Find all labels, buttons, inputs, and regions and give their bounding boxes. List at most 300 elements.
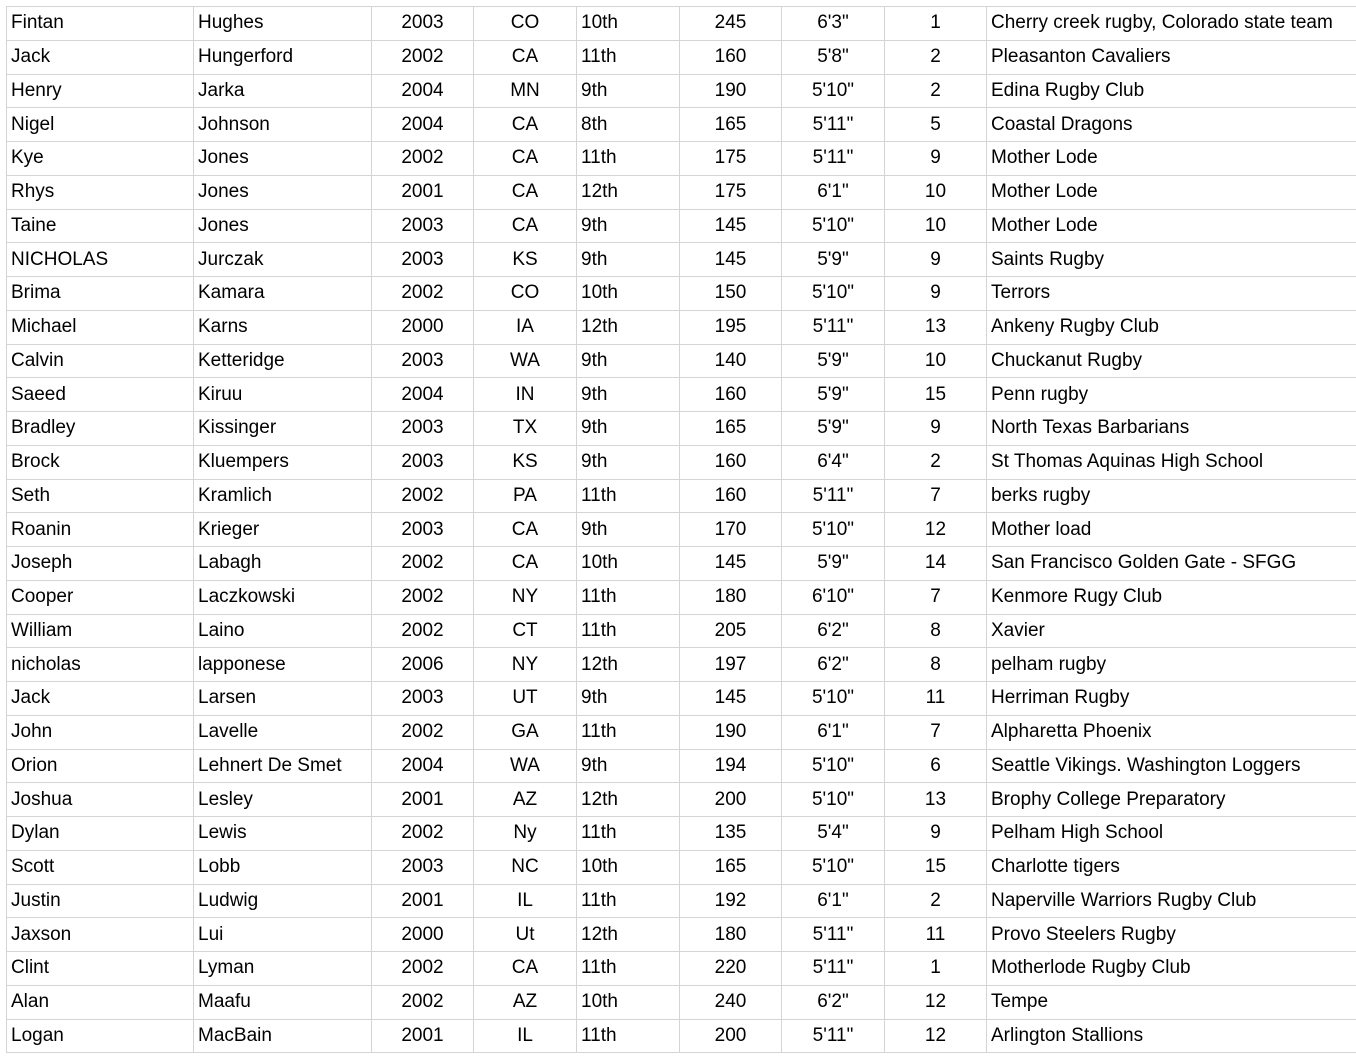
grade-cell[interactable]: 9th	[577, 445, 680, 479]
weight-cell[interactable]: 145	[680, 547, 782, 581]
last-name-cell[interactable]: Lesley	[194, 783, 372, 817]
first-name-cell[interactable]: Kye	[7, 142, 194, 176]
weight-cell[interactable]: 145	[680, 682, 782, 716]
club-cell[interactable]: Charlotte tigers	[987, 850, 1356, 884]
grade-cell[interactable]: 9th	[577, 74, 680, 108]
first-name-cell[interactable]: Fintan	[7, 7, 194, 41]
club-cell[interactable]: Xavier	[987, 614, 1356, 648]
last-name-cell[interactable]: Kiruu	[194, 378, 372, 412]
birth-year-cell[interactable]: 2004	[372, 378, 474, 412]
grade-cell[interactable]: 9th	[577, 344, 680, 378]
table-row	[7, 682, 1356, 716]
grade-cell[interactable]: 8th	[577, 108, 680, 142]
height-cell[interactable]: 5'11"	[782, 142, 885, 176]
weight-cell[interactable]: 180	[680, 580, 782, 614]
state-cell[interactable]: CO	[474, 7, 577, 41]
last-name-cell[interactable]: Jurczak	[194, 243, 372, 277]
table-row	[7, 952, 1356, 986]
first-name-cell[interactable]: Joshua	[7, 783, 194, 817]
weight-cell[interactable]: 240	[680, 985, 782, 1019]
weight-cell[interactable]: 135	[680, 817, 782, 851]
birth-year-cell[interactable]: 2002	[372, 580, 474, 614]
state-cell[interactable]: KS	[474, 243, 577, 277]
state-cell[interactable]: IL	[474, 884, 577, 918]
club-cell[interactable]: Herriman Rugby	[987, 682, 1356, 716]
club-cell[interactable]: North Texas Barbarians	[987, 412, 1356, 446]
table-row	[7, 74, 1356, 108]
height-cell[interactable]: 5'11"	[782, 310, 885, 344]
birth-year-cell[interactable]: 2004	[372, 108, 474, 142]
height-cell[interactable]: 5'11"	[782, 479, 885, 513]
weight-cell[interactable]: 197	[680, 648, 782, 682]
weight-cell[interactable]: 140	[680, 344, 782, 378]
state-cell[interactable]: CA	[474, 513, 577, 547]
state-cell[interactable]: IA	[474, 310, 577, 344]
state-cell[interactable]: MN	[474, 74, 577, 108]
state-cell[interactable]: CA	[474, 209, 577, 243]
club-cell[interactable]: Ankeny Rugby Club	[987, 310, 1356, 344]
first-name-cell[interactable]: Calvin	[7, 344, 194, 378]
table-row	[7, 142, 1356, 176]
birth-year-cell[interactable]: 2002	[372, 614, 474, 648]
height-cell[interactable]: 5'11"	[782, 952, 885, 986]
first-name-cell[interactable]: Rhys	[7, 175, 194, 209]
last-name-cell[interactable]: Hungerford	[194, 40, 372, 74]
height-cell[interactable]: 5'10"	[782, 277, 885, 311]
table-row	[7, 614, 1356, 648]
first-name-cell[interactable]: Michael	[7, 310, 194, 344]
club-cell[interactable]: Tempe	[987, 985, 1356, 1019]
grade-cell[interactable]: 9th	[577, 378, 680, 412]
first-name-cell[interactable]: Justin	[7, 884, 194, 918]
position-number-cell[interactable]: 2	[885, 884, 987, 918]
first-name-cell[interactable]: Clint	[7, 952, 194, 986]
birth-year-cell[interactable]: 2002	[372, 817, 474, 851]
height-cell[interactable]: 6'10"	[782, 580, 885, 614]
height-cell[interactable]: 5'11"	[782, 918, 885, 952]
table-row	[7, 445, 1356, 479]
position-number-cell[interactable]: 12	[885, 513, 987, 547]
state-cell[interactable]: GA	[474, 715, 577, 749]
last-name-cell[interactable]: Jones	[194, 142, 372, 176]
last-name-cell[interactable]: Kissinger	[194, 412, 372, 446]
club-cell[interactable]: Cherry creek rugby, Colorado state team	[987, 7, 1356, 41]
table-row	[7, 108, 1356, 142]
birth-year-cell[interactable]: 2003	[372, 445, 474, 479]
club-cell[interactable]: Seattle Vikings. Washington Loggers	[987, 749, 1356, 783]
last-name-cell[interactable]: Krieger	[194, 513, 372, 547]
position-number-cell[interactable]: 7	[885, 479, 987, 513]
birth-year-cell[interactable]: 2002	[372, 40, 474, 74]
grade-cell[interactable]: 11th	[577, 952, 680, 986]
position-number-cell[interactable]: 10	[885, 209, 987, 243]
state-cell[interactable]: UT	[474, 682, 577, 716]
weight-cell[interactable]: 175	[680, 142, 782, 176]
last-name-cell[interactable]: Lobb	[194, 850, 372, 884]
birth-year-cell[interactable]: 2002	[372, 952, 474, 986]
club-cell[interactable]: Provo Steelers Rugby	[987, 918, 1356, 952]
club-cell[interactable]: Mother Lode	[987, 175, 1356, 209]
grade-cell[interactable]: 11th	[577, 884, 680, 918]
first-name-cell[interactable]: Seth	[7, 479, 194, 513]
first-name-cell[interactable]: William	[7, 614, 194, 648]
height-cell[interactable]: 5'9"	[782, 378, 885, 412]
birth-year-cell[interactable]: 2002	[372, 479, 474, 513]
position-number-cell[interactable]: 13	[885, 783, 987, 817]
club-cell[interactable]: Coastal Dragons	[987, 108, 1356, 142]
position-number-cell[interactable]: 9	[885, 412, 987, 446]
club-cell[interactable]: Chuckanut Rugby	[987, 344, 1356, 378]
last-name-cell[interactable]: Lavelle	[194, 715, 372, 749]
position-number-cell[interactable]: 6	[885, 749, 987, 783]
first-name-cell[interactable]: Joseph	[7, 547, 194, 581]
last-name-cell[interactable]: Kramlich	[194, 479, 372, 513]
position-number-cell[interactable]: 13	[885, 310, 987, 344]
weight-cell[interactable]: 160	[680, 445, 782, 479]
state-cell[interactable]: CA	[474, 952, 577, 986]
position-number-cell[interactable]: 8	[885, 614, 987, 648]
birth-year-cell[interactable]: 2001	[372, 783, 474, 817]
grade-cell[interactable]: 11th	[577, 715, 680, 749]
grade-cell[interactable]: 11th	[577, 479, 680, 513]
state-cell[interactable]: IN	[474, 378, 577, 412]
last-name-cell[interactable]: Hughes	[194, 7, 372, 41]
last-name-cell[interactable]: Lui	[194, 918, 372, 952]
table-row	[7, 40, 1356, 74]
first-name-cell[interactable]: Logan	[7, 1019, 194, 1053]
club-cell[interactable]: St Thomas Aquinas High School	[987, 445, 1356, 479]
position-number-cell[interactable]: 2	[885, 40, 987, 74]
height-cell[interactable]: 6'1"	[782, 175, 885, 209]
weight-cell[interactable]: 175	[680, 175, 782, 209]
table-row	[7, 378, 1356, 412]
first-name-cell[interactable]: Nigel	[7, 108, 194, 142]
weight-cell[interactable]: 165	[680, 412, 782, 446]
grade-cell[interactable]: 12th	[577, 783, 680, 817]
state-cell[interactable]: CO	[474, 277, 577, 311]
height-cell[interactable]: 5'10"	[782, 850, 885, 884]
last-name-cell[interactable]: Lehnert De Smet	[194, 749, 372, 783]
state-cell[interactable]: CA	[474, 108, 577, 142]
grade-cell[interactable]: 11th	[577, 40, 680, 74]
position-number-cell[interactable]: 5	[885, 108, 987, 142]
grade-cell[interactable]: 9th	[577, 412, 680, 446]
last-name-cell[interactable]: Kluempers	[194, 445, 372, 479]
height-cell[interactable]: 6'1"	[782, 884, 885, 918]
grade-cell[interactable]: 9th	[577, 682, 680, 716]
last-name-cell[interactable]: Lyman	[194, 952, 372, 986]
position-number-cell[interactable]: 14	[885, 547, 987, 581]
table-row	[7, 479, 1356, 513]
position-number-cell[interactable]: 7	[885, 715, 987, 749]
weight-cell[interactable]: 245	[680, 7, 782, 41]
birth-year-cell[interactable]: 2002	[372, 142, 474, 176]
position-number-cell[interactable]: 9	[885, 243, 987, 277]
weight-cell[interactable]: 200	[680, 783, 782, 817]
last-name-cell[interactable]: Maafu	[194, 985, 372, 1019]
birth-year-cell[interactable]: 2000	[372, 918, 474, 952]
table-row	[7, 817, 1356, 851]
height-cell[interactable]: 5'11"	[782, 1019, 885, 1053]
weight-cell[interactable]: 190	[680, 715, 782, 749]
state-cell[interactable]: CA	[474, 175, 577, 209]
state-cell[interactable]: IL	[474, 1019, 577, 1053]
position-number-cell[interactable]: 1	[885, 7, 987, 41]
position-number-cell[interactable]: 12	[885, 985, 987, 1019]
state-cell[interactable]: NC	[474, 850, 577, 884]
last-name-cell[interactable]: Karns	[194, 310, 372, 344]
club-cell[interactable]: Edina Rugby Club	[987, 74, 1356, 108]
grade-cell[interactable]: 11th	[577, 1019, 680, 1053]
grade-cell[interactable]: 9th	[577, 209, 680, 243]
grade-cell[interactable]: 12th	[577, 918, 680, 952]
club-cell[interactable]: San Francisco Golden Gate - SFGG	[987, 547, 1356, 581]
state-cell[interactable]: CA	[474, 142, 577, 176]
first-name-cell[interactable]: Jack	[7, 40, 194, 74]
last-name-cell[interactable]: Ludwig	[194, 884, 372, 918]
grade-cell[interactable]: 12th	[577, 310, 680, 344]
birth-year-cell[interactable]: 2002	[372, 547, 474, 581]
state-cell[interactable]: NY	[474, 580, 577, 614]
height-cell[interactable]: 6'2"	[782, 648, 885, 682]
birth-year-cell[interactable]: 2001	[372, 884, 474, 918]
position-number-cell[interactable]: 11	[885, 682, 987, 716]
club-cell[interactable]: Motherlode Rugby Club	[987, 952, 1356, 986]
first-name-cell[interactable]: Scott	[7, 850, 194, 884]
table-row	[7, 648, 1356, 682]
position-number-cell[interactable]: 1	[885, 952, 987, 986]
birth-year-cell[interactable]: 2003	[372, 850, 474, 884]
club-cell[interactable]: Pelham High School	[987, 817, 1356, 851]
weight-cell[interactable]: 160	[680, 378, 782, 412]
birth-year-cell[interactable]: 2003	[372, 209, 474, 243]
club-cell[interactable]: pelham rugby	[987, 648, 1356, 682]
first-name-cell[interactable]: Jaxson	[7, 918, 194, 952]
first-name-cell[interactable]: Alan	[7, 985, 194, 1019]
first-name-cell[interactable]: nicholas	[7, 648, 194, 682]
club-cell[interactable]: Pleasanton Cavaliers	[987, 40, 1356, 74]
last-name-cell[interactable]: Kamara	[194, 277, 372, 311]
height-cell[interactable]: 6'3"	[782, 7, 885, 41]
first-name-cell[interactable]: Bradley	[7, 412, 194, 446]
last-name-cell[interactable]: Laino	[194, 614, 372, 648]
height-cell[interactable]: 5'9"	[782, 344, 885, 378]
weight-cell[interactable]: 150	[680, 277, 782, 311]
grade-cell[interactable]: 9th	[577, 513, 680, 547]
weight-cell[interactable]: 170	[680, 513, 782, 547]
height-cell[interactable]: 6'1"	[782, 715, 885, 749]
grade-cell[interactable]: 9th	[577, 243, 680, 277]
height-cell[interactable]: 5'8"	[782, 40, 885, 74]
birth-year-cell[interactable]: 2002	[372, 715, 474, 749]
position-number-cell[interactable]: 12	[885, 1019, 987, 1053]
height-cell[interactable]: 5'10"	[782, 783, 885, 817]
state-cell[interactable]: PA	[474, 479, 577, 513]
club-cell[interactable]: Kenmore Rugy Club	[987, 580, 1356, 614]
height-cell[interactable]: 6'4"	[782, 445, 885, 479]
birth-year-cell[interactable]: 2004	[372, 749, 474, 783]
weight-cell[interactable]: 145	[680, 243, 782, 277]
first-name-cell[interactable]: Jack	[7, 682, 194, 716]
first-name-cell[interactable]: Brock	[7, 445, 194, 479]
position-number-cell[interactable]: 10	[885, 344, 987, 378]
grade-cell[interactable]: 9th	[577, 749, 680, 783]
spreadsheet-grid	[6, 6, 1356, 1053]
weight-cell[interactable]: 145	[680, 209, 782, 243]
club-cell[interactable]: Mother Lode	[987, 142, 1356, 176]
birth-year-cell[interactable]: 2003	[372, 243, 474, 277]
height-cell[interactable]: 6'2"	[782, 985, 885, 1019]
position-number-cell[interactable]: 9	[885, 142, 987, 176]
state-cell[interactable]: CA	[474, 547, 577, 581]
grade-cell[interactable]: 10th	[577, 7, 680, 41]
weight-cell[interactable]: 192	[680, 884, 782, 918]
state-cell[interactable]: Ny	[474, 817, 577, 851]
last-name-cell[interactable]: Lewis	[194, 817, 372, 851]
club-cell[interactable]: berks rugby	[987, 479, 1356, 513]
grade-cell[interactable]: 11th	[577, 142, 680, 176]
birth-year-cell[interactable]: 2000	[372, 310, 474, 344]
birth-year-cell[interactable]: 2001	[372, 175, 474, 209]
position-number-cell[interactable]: 15	[885, 850, 987, 884]
first-name-cell[interactable]: Brima	[7, 277, 194, 311]
grade-cell[interactable]: 12th	[577, 648, 680, 682]
spreadsheet-body	[7, 7, 1356, 1053]
height-cell[interactable]: 5'10"	[782, 74, 885, 108]
weight-cell[interactable]: 200	[680, 1019, 782, 1053]
club-cell[interactable]: Mother Lode	[987, 209, 1356, 243]
last-name-cell[interactable]: Johnson	[194, 108, 372, 142]
birth-year-cell[interactable]: 2003	[372, 7, 474, 41]
height-cell[interactable]: 5'10"	[782, 513, 885, 547]
club-cell[interactable]: Saints Rugby	[987, 243, 1356, 277]
grade-cell[interactable]: 11th	[577, 580, 680, 614]
height-cell[interactable]: 5'4"	[782, 817, 885, 851]
first-name-cell[interactable]: Roanin	[7, 513, 194, 547]
state-cell[interactable]: WA	[474, 344, 577, 378]
birth-year-cell[interactable]: 2001	[372, 1019, 474, 1053]
state-cell[interactable]: Ut	[474, 918, 577, 952]
first-name-cell[interactable]: Henry	[7, 74, 194, 108]
weight-cell[interactable]: 165	[680, 850, 782, 884]
state-cell[interactable]: AZ	[474, 783, 577, 817]
height-cell[interactable]: 5'11"	[782, 108, 885, 142]
first-name-cell[interactable]: Taine	[7, 209, 194, 243]
first-name-cell[interactable]: John	[7, 715, 194, 749]
table-row	[7, 310, 1356, 344]
birth-year-cell[interactable]: 2003	[372, 412, 474, 446]
grade-cell[interactable]: 10th	[577, 985, 680, 1019]
height-cell[interactable]: 5'10"	[782, 209, 885, 243]
last-name-cell[interactable]: lapponese	[194, 648, 372, 682]
last-name-cell[interactable]: MacBain	[194, 1019, 372, 1053]
birth-year-cell[interactable]: 2002	[372, 277, 474, 311]
last-name-cell[interactable]: Jones	[194, 209, 372, 243]
position-number-cell[interactable]: 2	[885, 74, 987, 108]
table-row	[7, 513, 1356, 547]
table-row	[7, 580, 1356, 614]
position-number-cell[interactable]: 11	[885, 918, 987, 952]
weight-cell[interactable]: 205	[680, 614, 782, 648]
state-cell[interactable]: KS	[474, 445, 577, 479]
table-row	[7, 209, 1356, 243]
club-cell[interactable]: Alpharetta Phoenix	[987, 715, 1356, 749]
first-name-cell[interactable]: NICHOLAS	[7, 243, 194, 277]
table-row	[7, 344, 1356, 378]
first-name-cell[interactable]: Saeed	[7, 378, 194, 412]
club-cell[interactable]: Mother load	[987, 513, 1356, 547]
last-name-cell[interactable]: Larsen	[194, 682, 372, 716]
table-row	[7, 1019, 1356, 1053]
birth-year-cell[interactable]: 2003	[372, 682, 474, 716]
state-cell[interactable]: NY	[474, 648, 577, 682]
position-number-cell[interactable]: 10	[885, 175, 987, 209]
height-cell[interactable]: 5'9"	[782, 412, 885, 446]
state-cell[interactable]: WA	[474, 749, 577, 783]
weight-cell[interactable]: 180	[680, 918, 782, 952]
position-number-cell[interactable]: 2	[885, 445, 987, 479]
table-row	[7, 175, 1356, 209]
position-number-cell[interactable]: 15	[885, 378, 987, 412]
club-cell[interactable]: Brophy College Preparatory	[987, 783, 1356, 817]
last-name-cell[interactable]: Laczkowski	[194, 580, 372, 614]
state-cell[interactable]: TX	[474, 412, 577, 446]
grade-cell[interactable]: 12th	[577, 175, 680, 209]
height-cell[interactable]: 5'10"	[782, 682, 885, 716]
birth-year-cell[interactable]: 2002	[372, 985, 474, 1019]
weight-cell[interactable]: 220	[680, 952, 782, 986]
weight-cell[interactable]: 190	[680, 74, 782, 108]
state-cell[interactable]: CT	[474, 614, 577, 648]
birth-year-cell[interactable]: 2003	[372, 344, 474, 378]
first-name-cell[interactable]: Orion	[7, 749, 194, 783]
last-name-cell[interactable]: Jarka	[194, 74, 372, 108]
state-cell[interactable]: CA	[474, 40, 577, 74]
weight-cell[interactable]: 160	[680, 479, 782, 513]
weight-cell[interactable]: 165	[680, 108, 782, 142]
position-number-cell[interactable]: 7	[885, 580, 987, 614]
position-number-cell[interactable]: 9	[885, 277, 987, 311]
height-cell[interactable]: 6'2"	[782, 614, 885, 648]
position-number-cell[interactable]: 8	[885, 648, 987, 682]
weight-cell[interactable]: 195	[680, 310, 782, 344]
club-cell[interactable]: Arlington Stallions	[987, 1019, 1356, 1053]
grade-cell[interactable]: 10th	[577, 277, 680, 311]
weight-cell[interactable]: 160	[680, 40, 782, 74]
first-name-cell[interactable]: Dylan	[7, 817, 194, 851]
grade-cell[interactable]: 11th	[577, 614, 680, 648]
grade-cell[interactable]: 10th	[577, 547, 680, 581]
birth-year-cell[interactable]: 2006	[372, 648, 474, 682]
grade-cell[interactable]: 11th	[577, 817, 680, 851]
birth-year-cell[interactable]: 2004	[372, 74, 474, 108]
club-cell[interactable]: Penn rugby	[987, 378, 1356, 412]
height-cell[interactable]: 5'10"	[782, 749, 885, 783]
last-name-cell[interactable]: Ketteridge	[194, 344, 372, 378]
birth-year-cell[interactable]: 2003	[372, 513, 474, 547]
state-cell[interactable]: AZ	[474, 985, 577, 1019]
club-cell[interactable]: Naperville Warriors Rugby Club	[987, 884, 1356, 918]
height-cell[interactable]: 5'9"	[782, 547, 885, 581]
club-cell[interactable]: Terrors	[987, 277, 1356, 311]
weight-cell[interactable]: 194	[680, 749, 782, 783]
position-number-cell[interactable]: 9	[885, 817, 987, 851]
first-name-cell[interactable]: Cooper	[7, 580, 194, 614]
last-name-cell[interactable]: Jones	[194, 175, 372, 209]
last-name-cell[interactable]: Labagh	[194, 547, 372, 581]
grade-cell[interactable]: 10th	[577, 850, 680, 884]
height-cell[interactable]: 5'9"	[782, 243, 885, 277]
